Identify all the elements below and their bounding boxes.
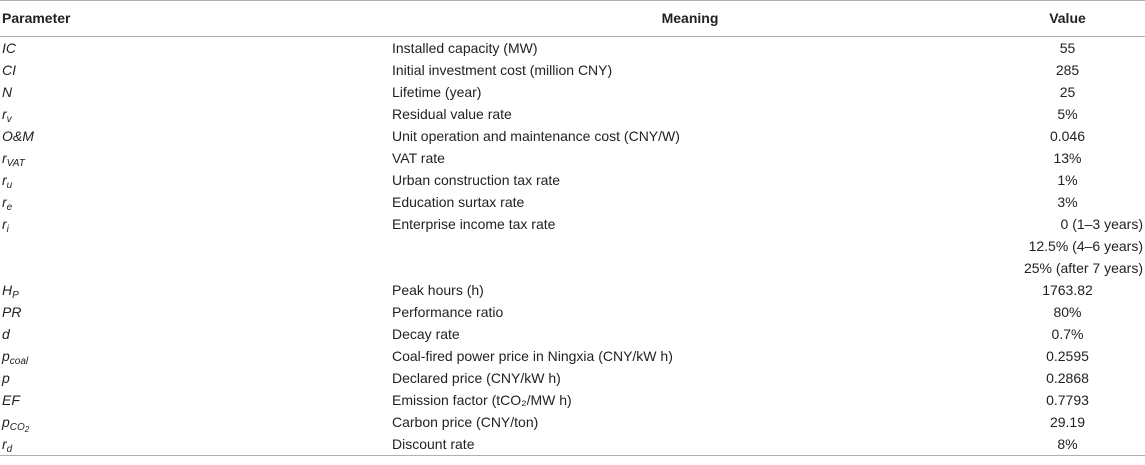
parameter-meaning: Unit operation and maintenance cost (CNY/W): [392, 128, 680, 144]
table-row: [0, 103, 1145, 125]
symbol-base: r: [2, 172, 7, 188]
parameter-symbol: [0, 103, 390, 125]
subscript-text: coal: [9, 356, 29, 367]
parameter-symbol: [0, 411, 390, 433]
parameter-symbol: [0, 367, 390, 389]
symbol-base: r: [2, 436, 7, 452]
parameter-value: 29.19: [1049, 414, 1086, 430]
parameter-symbol: [0, 191, 390, 213]
header-parameter: Parameter: [0, 0, 390, 37]
parameter-meaning: VAT rate: [392, 150, 445, 166]
parameter-symbol: [0, 235, 390, 257]
symbol-base: PR: [2, 304, 22, 320]
table-row: [0, 169, 1145, 191]
parameter-symbol: [0, 147, 390, 169]
parameter-value: 55: [1059, 40, 1076, 56]
subscript-text: P: [12, 290, 19, 301]
parameter-symbol: [0, 345, 390, 367]
symbol-base: CI: [2, 62, 16, 78]
parameter-value: 80%: [1053, 304, 1082, 320]
table-row: [0, 411, 1145, 433]
symbol-base: EF: [2, 392, 20, 408]
parameter-meaning: Emission factor (tCO₂/MW h): [392, 392, 572, 408]
symbol-base: d: [2, 326, 10, 342]
table-row: [0, 257, 1145, 279]
parameter-value: 0.7%: [1051, 326, 1084, 342]
subscript-text: u: [6, 180, 13, 191]
symbol-base: IC: [2, 40, 16, 56]
table-header-row: [0, 0, 1145, 37]
table-row: [0, 301, 1145, 323]
symbol-base: N: [2, 84, 13, 100]
parameter-value: 3%: [1057, 194, 1078, 210]
parameter-meaning: Declared price (CNY/kW h): [392, 370, 561, 386]
parameter-value: 1%: [1057, 172, 1078, 188]
parameter-value: 1763.82: [1042, 282, 1093, 298]
symbol-base: p: [2, 414, 10, 430]
table-row: [0, 279, 1145, 301]
parameter-symbol: [0, 213, 390, 235]
subscript-text: VAT: [6, 158, 25, 169]
parameter-meaning: Education surtax rate: [392, 194, 525, 210]
subscript-text: d: [6, 444, 13, 455]
parameter-symbol: [0, 301, 390, 323]
parameter-symbol: [0, 323, 390, 345]
parameter-symbol: [0, 169, 390, 191]
parameter-value: 0.2868: [1046, 370, 1089, 386]
parameter-value: 0.2595: [1046, 348, 1089, 364]
parameter-symbol: [0, 389, 390, 411]
parameter-value: 285: [1055, 62, 1080, 78]
symbol-base: r: [2, 194, 7, 210]
table-row: [0, 213, 1145, 235]
symbol-sub-subscript: 2: [24, 425, 30, 434]
parameter-symbol: [0, 433, 390, 456]
parameter-meaning: [390, 257, 990, 279]
parameter-meaning: Peak hours (h): [392, 282, 484, 298]
parameter-meaning: [390, 235, 990, 257]
symbol-base: O&M: [2, 128, 34, 144]
parameter-symbol: [0, 59, 390, 81]
parameter-symbol: [0, 125, 390, 147]
parameter-meaning: Residual value rate: [392, 106, 512, 122]
parameter-meaning: Carbon price (CNY/ton): [392, 414, 539, 430]
symbol-base: r: [2, 106, 7, 122]
parameter-value: 12.5% (4–6 years): [1028, 238, 1143, 254]
table-row: [0, 59, 1145, 81]
symbol-subscript: [7, 114, 12, 125]
symbol-subscript: [7, 202, 13, 213]
table-top-rule: [0, 0, 1145, 1]
table-body: [0, 37, 1145, 456]
subscript-text: v: [6, 114, 12, 125]
parameter-meaning: Installed capacity (MW): [392, 40, 538, 56]
parameter-meaning: Performance ratio: [392, 304, 504, 320]
parameter-symbol: [0, 279, 390, 301]
table-row: [0, 191, 1145, 213]
table-row: [0, 147, 1145, 169]
symbol-subscript: [10, 422, 29, 433]
symbol-subscript: [7, 224, 9, 235]
table-row: [0, 323, 1145, 345]
parameter-symbol: [0, 257, 390, 279]
subscript-text: CO: [9, 422, 25, 433]
parameter-meaning: Initial investment cost (million CNY): [392, 62, 613, 78]
table-row: [0, 389, 1145, 411]
table-row: [0, 367, 1145, 389]
parameter-value: 0 (1–3 years): [1060, 216, 1143, 232]
parameter-meaning: Decay rate: [392, 326, 460, 342]
parameter-value: 25: [1059, 84, 1076, 100]
symbol-subscript: [10, 356, 28, 367]
symbol-subscript: [7, 444, 13, 455]
header-meaning: Meaning: [390, 0, 990, 37]
parameter-meaning: Lifetime (year): [392, 84, 482, 100]
parameter-symbol: [0, 81, 390, 103]
symbol-base: p: [2, 370, 10, 386]
symbol-base: H: [2, 282, 13, 298]
symbol-subscript: [7, 180, 13, 191]
subscript-text: e: [6, 202, 13, 213]
parameter-value: 5%: [1057, 106, 1078, 122]
symbol-base: p: [2, 348, 10, 364]
parameter-meaning: Urban construction tax rate: [392, 172, 561, 188]
parameter-meaning: Coal-fired power price in Ningxia (CNY/kW h): [392, 348, 673, 364]
table-row: [0, 433, 1145, 456]
parameter-meaning: Enterprise income tax rate: [392, 216, 556, 232]
parameter-value: 0.046: [1049, 128, 1086, 144]
symbol-subscript: [7, 158, 25, 169]
symbol-subscript: [12, 290, 19, 301]
table-row: [0, 81, 1145, 103]
symbol-base: r: [2, 150, 7, 166]
header-value: Value: [990, 0, 1145, 37]
parameter-meaning: Discount rate: [392, 436, 475, 452]
parameter-value: 13%: [1053, 150, 1082, 166]
parameter-value: 8%: [1057, 436, 1078, 452]
table-row: [0, 235, 1145, 257]
parameter-symbol: [0, 37, 390, 60]
table-row: [0, 125, 1145, 147]
symbol-base: r: [2, 216, 7, 232]
table-row: [0, 37, 1145, 60]
subscript-text: i: [6, 224, 9, 235]
parameter-value: 0.7793: [1046, 392, 1089, 408]
parameter-value: 25% (after 7 years): [1023, 260, 1143, 276]
table-row: [0, 345, 1145, 367]
